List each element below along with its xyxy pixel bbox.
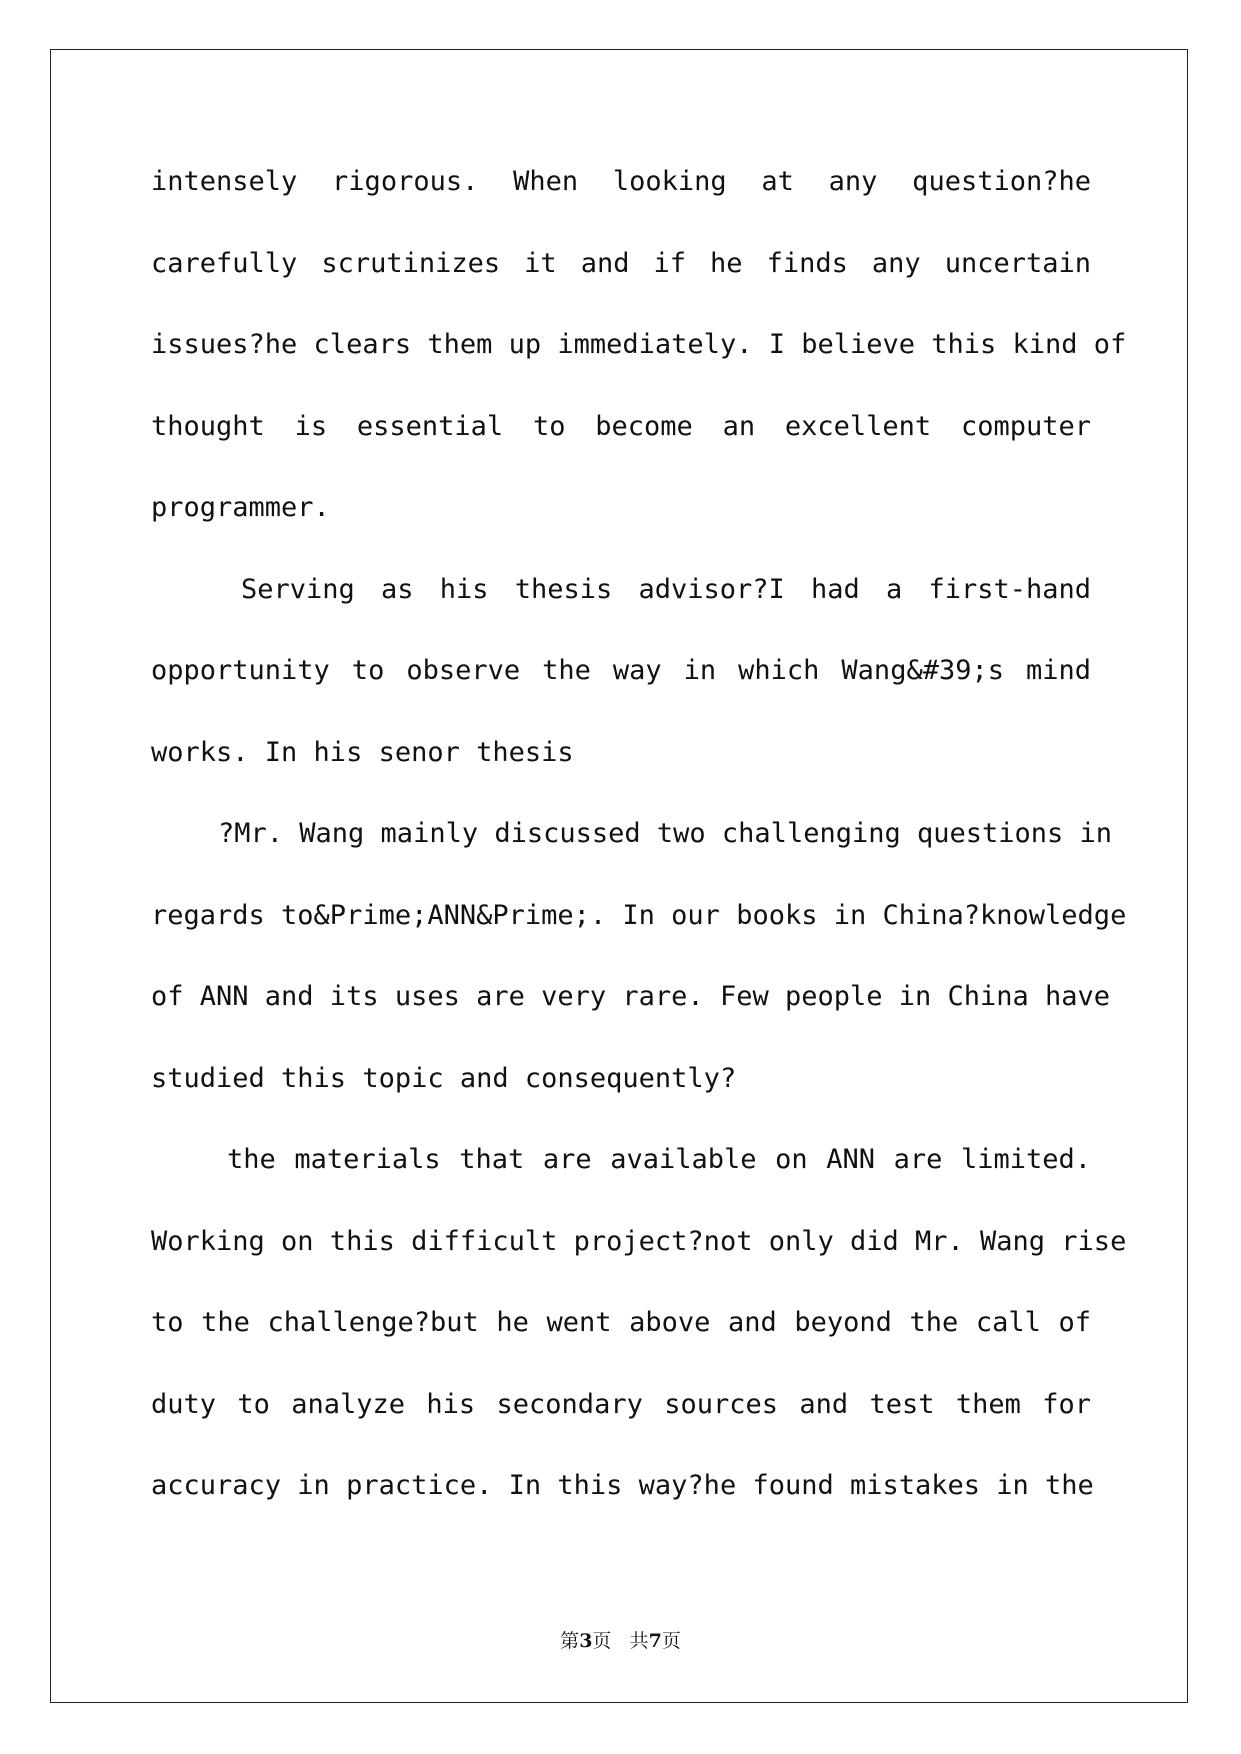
text-line: Serving as his thesis advisor?I had a first-hand bbox=[241, 573, 1091, 605]
text-line: ?Mr. Wang mainly discussed two challenging questions in bbox=[218, 818, 1113, 849]
text-line: of ANN and its uses are very rare. Few people in China have bbox=[151, 981, 1111, 1012]
text-line: accuracy in practice. In this way?he found mistakes in the bbox=[151, 1470, 1094, 1501]
text-line: Working on this difficult project?not only did Mr. Wang rise bbox=[151, 1225, 1127, 1257]
text-line: to the challenge?but he went above and beyond the call of bbox=[151, 1307, 1091, 1338]
current-page-number: 3 bbox=[579, 1630, 593, 1652]
text-line: opportunity to observe the way in which Wang&#39;s mind bbox=[151, 655, 1091, 686]
text-line: works. In his senor thesis bbox=[151, 736, 574, 768]
text-line: carefully scrutinizes it and if he finds any uncertain bbox=[151, 247, 1091, 279]
footer-total-prefix: 共 bbox=[629, 1630, 649, 1652]
footer-total-suffix: 页 bbox=[661, 1630, 681, 1652]
text-line: issues?he clears them up immediately. I believe this kind of bbox=[151, 329, 1127, 360]
text-line: the materials that are available on ANN are limited. bbox=[227, 1144, 1091, 1175]
text-line: intensely rigorous. When looking at any question?he bbox=[151, 166, 1091, 197]
text-line: regards to&Prime;ANN&Prime;. In our books in China?knowledge bbox=[151, 899, 1127, 931]
text-line: thought is essential to become an excellent computer bbox=[151, 410, 1091, 442]
footer-page-suffix: 页 bbox=[592, 1630, 612, 1652]
text-line: programmer. bbox=[151, 492, 330, 523]
total-page-count: 7 bbox=[648, 1630, 662, 1652]
text-line: studied this topic and consequently? bbox=[151, 1062, 737, 1094]
footer-prefix: 第 bbox=[560, 1630, 580, 1652]
text-line: duty to analyze his secondary sources and test them for bbox=[151, 1388, 1091, 1420]
document-body bbox=[151, 164, 1127, 1550]
page-footer bbox=[0, 1626, 1241, 1653]
